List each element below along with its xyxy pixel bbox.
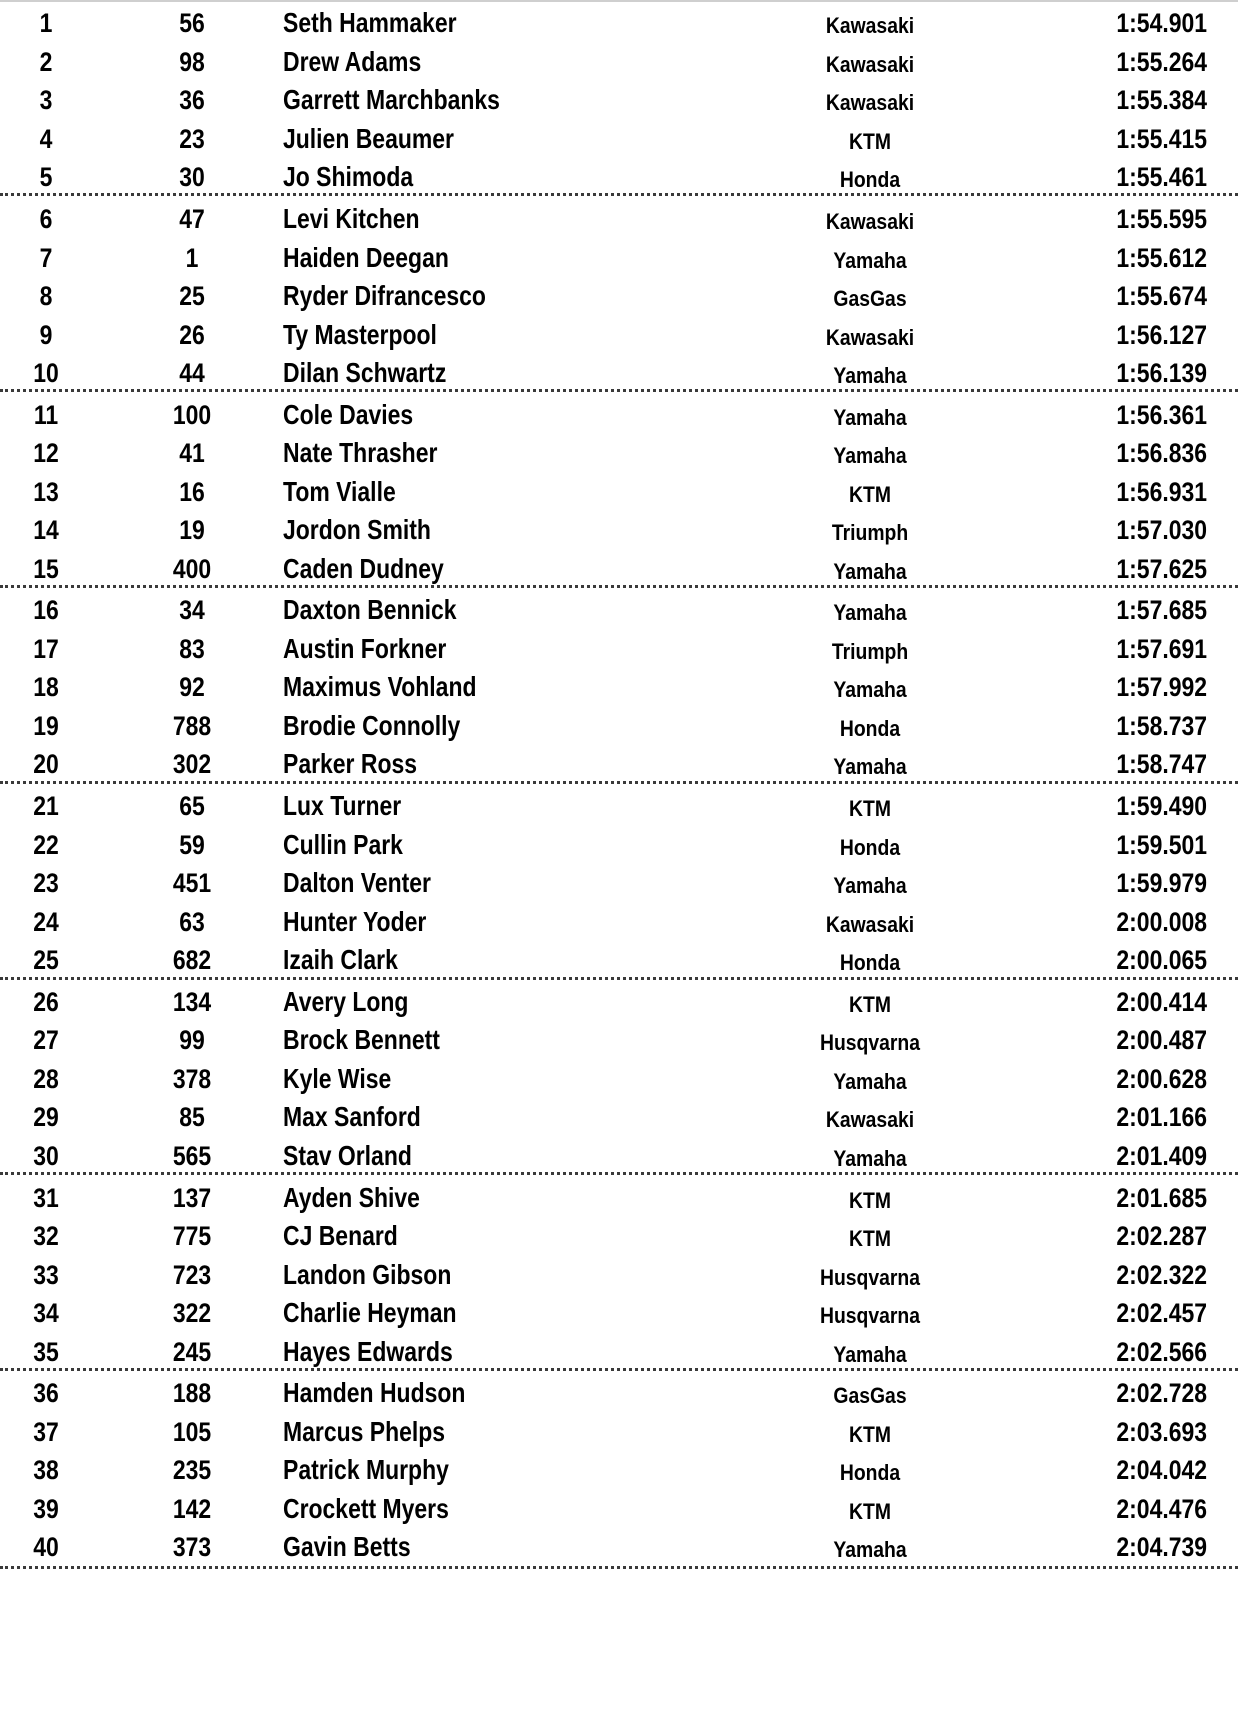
table-row [0, 824, 1238, 866]
manufacturer-cell: Kawasaki [825, 13, 915, 38]
manufacturer-cell: KTM [849, 1226, 891, 1251]
group-divider [0, 1368, 1238, 1371]
lap-time-cell: 2:02.322 [1116, 1260, 1207, 1290]
rider-number-cell: 373 [172, 1532, 212, 1562]
rider-number-cell: 25 [179, 281, 205, 311]
lap-time-cell: 1:57.030 [1116, 515, 1207, 545]
table-row [0, 1292, 1238, 1334]
position-cell: 12 [33, 438, 59, 468]
manufacturer-cell: Honda [839, 1460, 901, 1485]
manufacturer-cell: Honda [839, 950, 901, 975]
position-cell: 30 [33, 1141, 59, 1171]
position-cell: 9 [39, 320, 53, 350]
rider-name-cell: Jo Shimoda [283, 161, 414, 192]
table-row [0, 1331, 1238, 1373]
rider-number-cell: 235 [172, 1455, 212, 1485]
rider-name-cell: Dilan Schwartz [283, 357, 447, 388]
rider-name-cell: Haiden Deegan [283, 242, 449, 273]
rider-name-cell: Cole Davies [283, 399, 414, 430]
lap-time-cell: 1:55.264 [1116, 47, 1207, 77]
table-row [0, 862, 1238, 904]
rider-name-cell: Julien Beaumer [283, 123, 454, 154]
position-cell: 21 [33, 791, 59, 821]
table-row [0, 394, 1238, 436]
table-row [0, 275, 1238, 317]
lap-time-cell: 1:55.461 [1116, 162, 1207, 192]
table-row [0, 743, 1238, 785]
rider-name-cell: Hamden Hudson [283, 1377, 466, 1408]
manufacturer-cell: Husqvarna [819, 1303, 921, 1328]
rider-number-cell: 59 [179, 830, 205, 860]
table-row [0, 118, 1238, 160]
manufacturer-cell: Honda [839, 835, 901, 860]
position-cell: 34 [33, 1298, 59, 1328]
position-cell: 5 [39, 162, 53, 192]
rider-name-cell: Dalton Venter [283, 867, 431, 898]
position-cell: 27 [33, 1025, 59, 1055]
rider-number-cell: 44 [179, 358, 205, 388]
rider-name-cell: Cullin Park [283, 829, 403, 860]
manufacturer-cell: Triumph [831, 520, 909, 545]
rider-name-cell: Maximus Vohland [283, 671, 477, 702]
lap-time-cell: 2:00.414 [1116, 987, 1207, 1017]
table-row [0, 1096, 1238, 1138]
manufacturer-cell: Yamaha [833, 1069, 907, 1094]
rider-number-cell: 47 [179, 204, 205, 234]
rider-number-cell: 85 [179, 1102, 205, 1132]
lap-time-cell: 2:01.685 [1116, 1183, 1207, 1213]
rider-number-cell: 723 [172, 1260, 212, 1290]
lap-time-cell: 1:54.901 [1116, 8, 1207, 38]
position-cell: 28 [33, 1064, 59, 1094]
lap-time-cell: 2:00.628 [1116, 1064, 1207, 1094]
lap-time-cell: 2:02.457 [1116, 1298, 1207, 1328]
rider-name-cell: Ryder Difrancesco [283, 280, 486, 311]
rider-number-cell: 99 [179, 1025, 205, 1055]
manufacturer-cell: Yamaha [833, 559, 907, 584]
rider-number-cell: 188 [172, 1378, 212, 1408]
rider-number-cell: 451 [172, 868, 212, 898]
lap-time-cell: 2:02.566 [1116, 1337, 1207, 1367]
position-cell: 24 [33, 907, 59, 937]
manufacturer-cell: Kawasaki [825, 209, 915, 234]
lap-time-cell: 1:59.490 [1116, 791, 1207, 821]
table-row [0, 1019, 1238, 1061]
rider-name-cell: Tom Vialle [283, 476, 396, 507]
table-row [0, 198, 1238, 240]
rider-name-cell: Izaih Clark [283, 944, 398, 975]
position-cell: 35 [33, 1337, 59, 1367]
rider-number-cell: 1 [185, 243, 199, 273]
rider-name-cell: Drew Adams [283, 46, 422, 77]
table-row [0, 156, 1238, 198]
lap-time-cell: 2:02.728 [1116, 1378, 1207, 1408]
rider-number-cell: 36 [179, 85, 205, 115]
lap-time-cell: 1:56.127 [1116, 320, 1207, 350]
lap-time-cell: 1:55.612 [1116, 243, 1207, 273]
table-row [0, 79, 1238, 121]
rider-number-cell: 245 [172, 1337, 212, 1367]
table-row [0, 1526, 1238, 1568]
table-row [0, 628, 1238, 670]
rider-number-cell: 400 [172, 554, 212, 584]
rider-name-cell: Avery Long [283, 986, 409, 1017]
position-cell: 20 [33, 749, 59, 779]
manufacturer-cell: Yamaha [833, 248, 907, 273]
rider-number-cell: 23 [179, 124, 205, 154]
table-row [0, 41, 1238, 83]
manufacturer-cell: Triumph [831, 639, 909, 664]
lap-time-cell: 1:57.685 [1116, 595, 1207, 625]
table-row [0, 981, 1238, 1023]
manufacturer-cell: KTM [849, 129, 891, 154]
position-cell: 4 [39, 124, 53, 154]
table-row [0, 1449, 1238, 1491]
rider-name-cell: Nate Thrasher [283, 437, 438, 468]
manufacturer-cell: KTM [849, 992, 891, 1017]
manufacturer-cell: Honda [839, 167, 901, 192]
manufacturer-cell: KTM [849, 1499, 891, 1524]
rider-name-cell: Charlie Heyman [283, 1297, 457, 1328]
manufacturer-cell: Yamaha [833, 677, 907, 702]
rider-number-cell: 302 [172, 749, 212, 779]
lap-time-cell: 1:55.415 [1116, 124, 1207, 154]
position-cell: 31 [33, 1183, 59, 1213]
manufacturer-cell: Yamaha [833, 1537, 907, 1562]
rider-name-cell: Levi Kitchen [283, 203, 420, 234]
rider-number-cell: 775 [172, 1221, 212, 1251]
table-row [0, 1488, 1238, 1530]
position-cell: 14 [33, 515, 59, 545]
lap-time-cell: 1:56.931 [1116, 477, 1207, 507]
rider-name-cell: Hunter Yoder [283, 906, 427, 937]
group-divider [0, 1566, 1238, 1569]
manufacturer-cell: Kawasaki [825, 912, 915, 937]
lap-time-cell: 1:56.836 [1116, 438, 1207, 468]
manufacturer-cell: Yamaha [833, 600, 907, 625]
group-divider [0, 977, 1238, 980]
group-divider [0, 781, 1238, 784]
position-cell: 8 [39, 281, 53, 311]
group-divider [0, 1172, 1238, 1175]
rider-name-cell: Max Sanford [283, 1101, 421, 1132]
rider-name-cell: Marcus Phelps [283, 1416, 446, 1447]
lap-time-cell: 1:57.691 [1116, 634, 1207, 664]
table-row [0, 1135, 1238, 1177]
position-cell: 3 [39, 85, 53, 115]
manufacturer-cell: Yamaha [833, 443, 907, 468]
manufacturer-cell: Husqvarna [819, 1030, 921, 1055]
position-cell: 11 [33, 400, 59, 430]
manufacturer-cell: Husqvarna [819, 1265, 921, 1290]
rider-name-cell: Hayes Edwards [283, 1336, 453, 1367]
manufacturer-cell: KTM [849, 1422, 891, 1447]
lap-time-cell: 1:56.361 [1116, 400, 1207, 430]
lap-time-cell: 1:55.595 [1116, 204, 1207, 234]
manufacturer-cell: KTM [849, 482, 891, 507]
rider-name-cell: Lux Turner [283, 790, 402, 821]
manufacturer-cell: Yamaha [833, 1146, 907, 1171]
table-row [0, 666, 1238, 708]
table-row [0, 901, 1238, 943]
rider-name-cell: Seth Hammaker [283, 7, 457, 38]
manufacturer-cell: Kawasaki [825, 90, 915, 115]
rider-number-cell: 105 [172, 1417, 212, 1447]
manufacturer-cell: Yamaha [833, 873, 907, 898]
position-cell: 19 [33, 711, 59, 741]
position-cell: 6 [39, 204, 53, 234]
lap-time-cell: 1:59.979 [1116, 868, 1207, 898]
manufacturer-cell: Honda [839, 716, 901, 741]
rider-number-cell: 100 [172, 400, 212, 430]
position-cell: 10 [33, 358, 59, 388]
table-row [0, 2, 1238, 44]
group-divider [0, 193, 1238, 196]
table-row [0, 1372, 1238, 1414]
rider-name-cell: Jordon Smith [283, 514, 431, 545]
lap-time-cell: 1:59.501 [1116, 830, 1207, 860]
table-row [0, 314, 1238, 356]
position-cell: 26 [33, 987, 59, 1017]
rider-number-cell: 26 [179, 320, 205, 350]
manufacturer-cell: Yamaha [833, 363, 907, 388]
position-cell: 17 [33, 634, 59, 664]
lap-time-cell: 1:58.747 [1116, 749, 1207, 779]
lap-time-cell: 2:04.042 [1116, 1455, 1207, 1485]
rider-name-cell: Austin Forkner [283, 633, 447, 664]
rider-name-cell: Daxton Bennick [283, 594, 457, 625]
lap-time-cell: 1:57.625 [1116, 554, 1207, 584]
position-cell: 33 [33, 1260, 59, 1290]
lap-time-cell: 2:00.065 [1116, 945, 1207, 975]
rider-number-cell: 34 [179, 595, 205, 625]
rider-number-cell: 682 [172, 945, 212, 975]
position-cell: 29 [33, 1102, 59, 1132]
position-cell: 25 [33, 945, 59, 975]
lap-time-cell: 2:01.166 [1116, 1102, 1207, 1132]
table-row [0, 352, 1238, 394]
position-cell: 1 [39, 8, 53, 38]
position-cell: 39 [33, 1494, 59, 1524]
manufacturer-cell: GasGas [833, 1383, 907, 1408]
position-cell: 7 [39, 243, 53, 273]
table-row [0, 939, 1238, 981]
table-row [0, 785, 1238, 827]
group-divider [0, 585, 1238, 588]
rider-number-cell: 378 [172, 1064, 212, 1094]
table-row [0, 1215, 1238, 1257]
table-row [0, 1058, 1238, 1100]
rider-name-cell: Caden Dudney [283, 553, 444, 584]
rider-name-cell: Parker Ross [283, 748, 418, 779]
rider-number-cell: 137 [172, 1183, 212, 1213]
rider-number-cell: 92 [179, 672, 205, 702]
rider-number-cell: 98 [179, 47, 205, 77]
rider-name-cell: Garrett Marchbanks [283, 84, 500, 115]
manufacturer-cell: Yamaha [833, 1342, 907, 1367]
manufacturer-cell: Yamaha [833, 754, 907, 779]
table-row [0, 589, 1238, 631]
group-divider [0, 389, 1238, 392]
lap-time-cell: 2:02.287 [1116, 1221, 1207, 1251]
lap-time-cell: 2:04.739 [1116, 1532, 1207, 1562]
table-row [0, 1254, 1238, 1296]
rider-number-cell: 16 [179, 477, 205, 507]
table-row [0, 509, 1238, 551]
rider-number-cell: 41 [179, 438, 205, 468]
rider-number-cell: 30 [179, 162, 205, 192]
lap-time-cell: 1:56.139 [1116, 358, 1207, 388]
rider-number-cell: 788 [172, 711, 212, 741]
table-row [0, 237, 1238, 279]
manufacturer-cell: KTM [849, 1188, 891, 1213]
manufacturer-cell: Kawasaki [825, 1107, 915, 1132]
table-row [0, 471, 1238, 513]
position-cell: 36 [33, 1378, 59, 1408]
rider-name-cell: Patrick Murphy [283, 1454, 449, 1485]
lap-time-cell: 1:58.737 [1116, 711, 1207, 741]
manufacturer-cell: GasGas [833, 286, 907, 311]
lap-time-cell: 2:00.487 [1116, 1025, 1207, 1055]
lap-time-cell: 2:03.693 [1116, 1417, 1207, 1447]
lap-time-cell: 1:55.384 [1116, 85, 1207, 115]
rider-number-cell: 56 [179, 8, 205, 38]
position-cell: 23 [33, 868, 59, 898]
position-cell: 37 [33, 1417, 59, 1447]
rider-name-cell: Stav Orland [283, 1140, 412, 1171]
table-row [0, 1177, 1238, 1219]
lap-time-cell: 2:04.476 [1116, 1494, 1207, 1524]
rider-name-cell: Kyle Wise [283, 1063, 392, 1094]
position-cell: 13 [33, 477, 59, 507]
manufacturer-cell: Kawasaki [825, 325, 915, 350]
table-row [0, 432, 1238, 474]
rider-number-cell: 322 [172, 1298, 212, 1328]
rider-number-cell: 134 [172, 987, 212, 1017]
position-cell: 2 [39, 47, 53, 77]
rider-number-cell: 63 [179, 907, 205, 937]
table-row [0, 548, 1238, 590]
rider-number-cell: 142 [172, 1494, 212, 1524]
rider-name-cell: Ty Masterpool [283, 319, 437, 350]
table-row [0, 1411, 1238, 1453]
manufacturer-cell: Yamaha [833, 405, 907, 430]
table-row [0, 705, 1238, 747]
rider-name-cell: Gavin Betts [283, 1531, 411, 1562]
lap-time-cell: 2:01.409 [1116, 1141, 1207, 1171]
rider-number-cell: 19 [179, 515, 205, 545]
position-cell: 16 [33, 595, 59, 625]
rider-name-cell: Crockett Myers [283, 1493, 449, 1524]
rider-name-cell: Ayden Shive [283, 1182, 420, 1213]
lap-time-cell: 1:57.992 [1116, 672, 1207, 702]
rider-name-cell: Brock Bennett [283, 1024, 440, 1055]
rider-number-cell: 83 [179, 634, 205, 664]
position-cell: 40 [33, 1532, 59, 1562]
rider-number-cell: 65 [179, 791, 205, 821]
rider-name-cell: CJ Benard [283, 1220, 398, 1251]
lap-time-cell: 1:55.674 [1116, 281, 1207, 311]
position-cell: 18 [33, 672, 59, 702]
manufacturer-cell: KTM [849, 796, 891, 821]
rider-number-cell: 565 [172, 1141, 212, 1171]
position-cell: 32 [33, 1221, 59, 1251]
position-cell: 22 [33, 830, 59, 860]
rider-name-cell: Brodie Connolly [283, 710, 461, 741]
rider-name-cell: Landon Gibson [283, 1259, 452, 1290]
position-cell: 38 [33, 1455, 59, 1485]
manufacturer-cell: Kawasaki [825, 52, 915, 77]
lap-time-cell: 2:00.008 [1116, 907, 1207, 937]
position-cell: 15 [33, 554, 59, 584]
